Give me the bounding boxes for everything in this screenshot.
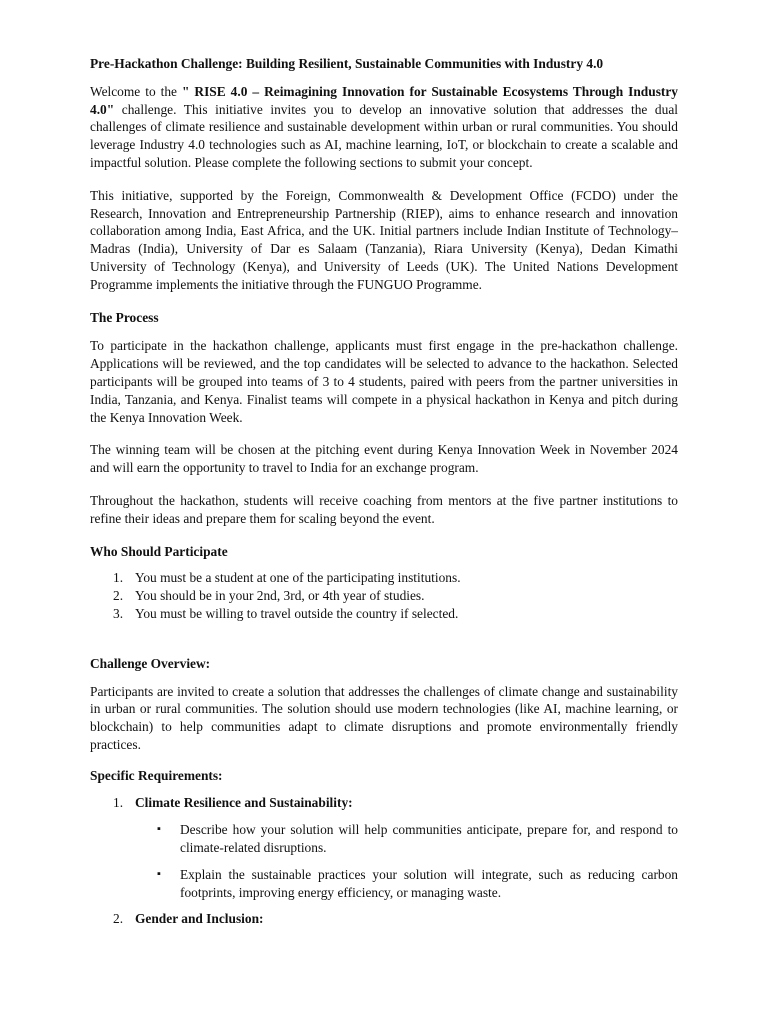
requirements-heading: Specific Requirements: xyxy=(90,767,223,783)
overview-paragraph: Participants are invited to create a solution that addresses the challenges of climate change and sustainability in urban or rural communities. The solution should use modern technologies (like AI, machine learning, or blockchain) to help communities adapt to climate disruptions and promote environmentally friendly practices. xyxy=(90,683,678,752)
list-number: 3. xyxy=(113,605,124,621)
requirement-bullets xyxy=(135,821,678,901)
list-item-text: You must be willing to travel outside the country if selected. xyxy=(135,605,459,621)
support-paragraph: This initiative, supported by the Foreign, Commonwealth & Development Office (FCDO) under the Research, Innovation and Entrepreneurship Partnership (RIEP), aims to enhance research and innovation collaboration among India, East Africa, and the UK. Initial partners include Indian Institute of Technology–Madras (India), University of Dar es Salaam (Tanzania), Riara University (Kenya), Dedan Kimathi University of Technology (Kenya), and University of Leeds (UK). The United Nations Development Programme implements the initiative through the FUNGUO Programme. xyxy=(90,187,678,292)
requirements-list xyxy=(90,794,678,929)
process-paragraph-1: To participate in the hackathon challenge, applicants must first engage in the pre-hackathon challenge. Applications will be reviewed, and the top candidates will be selected to advance to the hackathon. Selected participants will be grouped into teams of 3 to 4 students, paired with peers from the partner universities in India, Tanzania, and Kenya. Finalist teams will compete in a physical hackathon in Kenya and pitch during the Kenya Innovation Week. xyxy=(90,338,678,425)
bullet-item xyxy=(135,866,678,902)
bullet-item xyxy=(135,821,678,857)
requirement-label: Climate Resilience and Sustainability: xyxy=(135,794,353,810)
bullet-text: Explain the sustainable practices your solution will integrate, such as reducing carbon footprints, improving energy efficiency, or managing waste. xyxy=(180,866,678,900)
document-title: Pre-Hackathon Challenge: Building Resilient, Sustainable Communities with Industry 4.0 xyxy=(90,56,604,71)
list-item xyxy=(90,605,678,623)
participate-heading: Who Should Participate xyxy=(90,543,228,559)
process-heading: The Process xyxy=(90,309,159,325)
list-number: 2. xyxy=(113,588,124,604)
list-item xyxy=(90,587,678,605)
requirement-item xyxy=(90,910,678,928)
requirement-label: Gender and Inclusion: xyxy=(135,911,264,927)
process-paragraph-3: Throughout the hackathon, students will receive coaching from mentors at the five partner institutions to refine their ideas and prepare them for scaling beyond the event. xyxy=(90,492,678,526)
challenge-name: " RISE 4.0 – Reimagining Innovation for Sustainable Ecosystems Through Industry 4.0" xyxy=(90,83,678,117)
list-number: 1. xyxy=(113,570,124,586)
list-item xyxy=(90,569,678,587)
list-number: 2. xyxy=(113,911,124,927)
intro-text-start: Welcome to the xyxy=(90,83,182,99)
intro-paragraph xyxy=(90,83,678,172)
process-paragraph-2: The winning team will be chosen at the pitching event during Kenya Innovation Week in November 2024 and will earn the opportunity to travel to India for an exchange program. xyxy=(90,442,678,476)
list-item-text: You must be a student at one of the participating institutions. xyxy=(135,570,461,586)
intro-text-end: challenge. This initiative invites you to develop an innovative solution that addresses the dual challenges of climate resilience and sustainable development within urban or rural communities. You should leverage Industry 4.0 technologies such as AI, machine learning, IoT, or blockchain to create a scalable and impactful solution. Please complete the following sections to submit your concept. xyxy=(90,101,678,170)
list-number: 1. xyxy=(113,794,124,810)
requirement-item xyxy=(90,794,678,902)
eligibility-list xyxy=(90,569,678,622)
list-item-text: You should be in your 2nd, 3rd, or 4th year of studies. xyxy=(135,588,425,604)
document-page xyxy=(90,55,678,938)
square-bullet-icon: ▪ xyxy=(157,823,161,836)
bullet-text: Describe how your solution will help communities anticipate, prepare for, and respond to climate-related disruptions. xyxy=(180,822,678,856)
square-bullet-icon: ▪ xyxy=(157,867,161,880)
overview-heading: Challenge Overview: xyxy=(90,655,211,671)
